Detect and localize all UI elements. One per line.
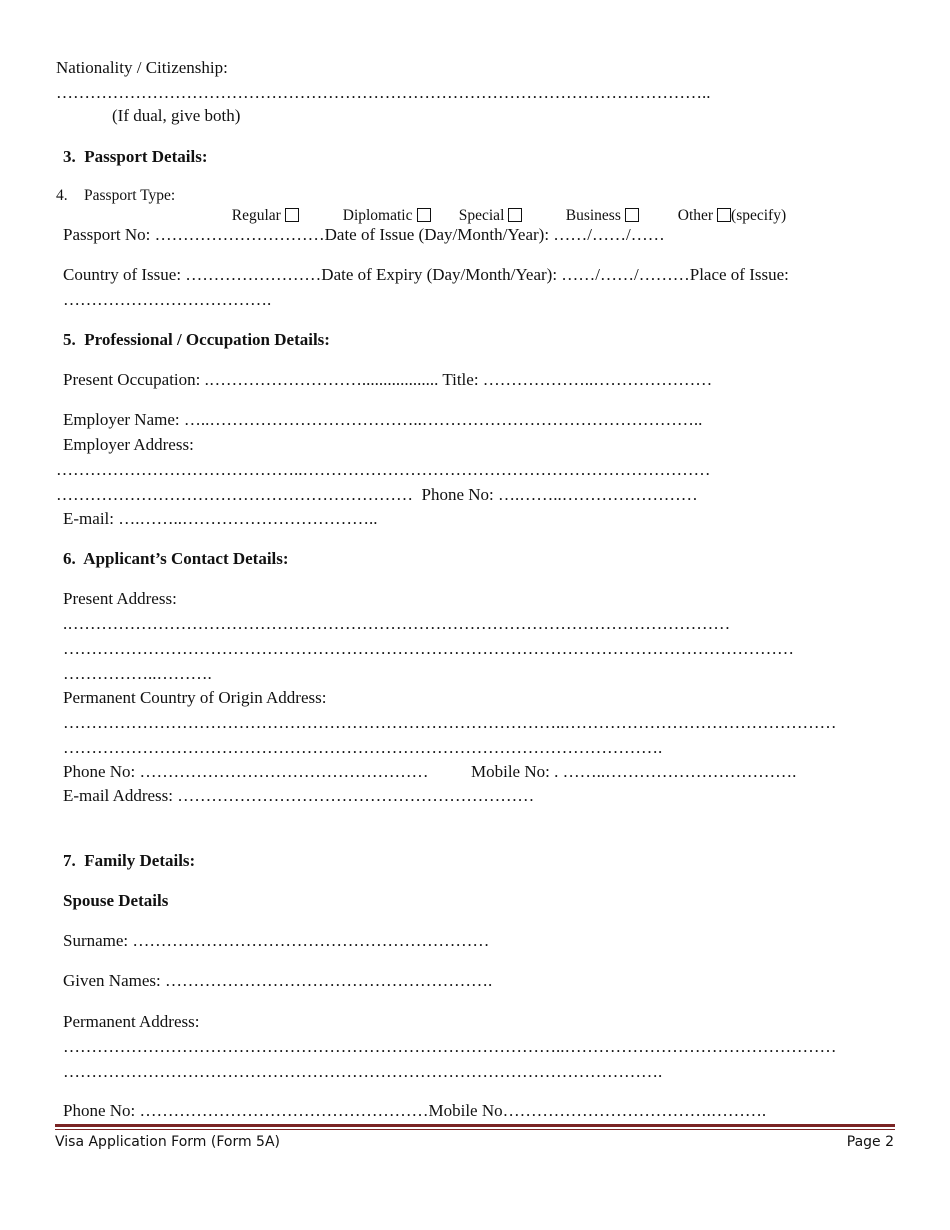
contact-section-heading: 6. Applicant’s Contact Details: bbox=[63, 549, 289, 568]
permanent-address-field-2[interactable]: ……………………………………………………………………………………………. bbox=[63, 738, 663, 757]
spouse-given-names-line[interactable]: Given Names: …………………………………………………. bbox=[63, 971, 493, 990]
employer-address-phone-line[interactable]: ……………………………………………………… Phone No: ….……..…………………… bbox=[56, 485, 698, 504]
passport-type-other[interactable] bbox=[670, 186, 786, 226]
diplomatic-label: Diplomatic bbox=[342, 207, 413, 224]
footer-page-number: Page 2 bbox=[846, 1134, 894, 1150]
other-checkbox[interactable] bbox=[717, 208, 731, 222]
employer-address-field[interactable]: ……………………………………..……………………………………………………………… bbox=[56, 460, 711, 479]
passport-section-heading: 3. Passport Details: bbox=[63, 147, 208, 166]
professional-section-heading: 5. Professional / Occupation Details: bbox=[63, 330, 330, 349]
footer-form-title: Visa Application Form (Form 5A) bbox=[55, 1134, 280, 1150]
passport-type-diplomatic[interactable] bbox=[335, 186, 431, 226]
place-of-issue-field[interactable]: ………………………………. bbox=[63, 290, 272, 309]
business-label: Business bbox=[565, 207, 621, 224]
employer-email-line[interactable]: E-mail: ….……..…………………………….. bbox=[63, 509, 378, 528]
passport-type-number: 4. bbox=[56, 187, 68, 204]
diplomatic-checkbox[interactable] bbox=[417, 208, 431, 222]
employer-address-label: Employer Address: bbox=[63, 435, 194, 454]
passport-type-label: Passport Type: bbox=[84, 187, 176, 204]
passport-number-line[interactable]: Passport No: …………………………Date of Issue (Day/Month/Year): ……/……/…… bbox=[63, 225, 665, 244]
passport-type-regular[interactable] bbox=[224, 186, 299, 226]
footer-rule-thin bbox=[55, 1129, 895, 1130]
spouse-address-field-1[interactable]: ……………………………………………………………………………..………………………………………… bbox=[63, 1037, 837, 1056]
spouse-address-label: Permanent Address: bbox=[63, 1012, 200, 1031]
spouse-phone-line[interactable]: Phone No: ……………………………………………Mobile No……………………………….………. bbox=[63, 1101, 767, 1120]
permanent-address-label: Permanent Country of Origin Address: bbox=[63, 688, 327, 707]
present-address-field-2[interactable]: ………………………………………………………………………………………………………………… bbox=[63, 639, 794, 658]
nationality-field[interactable]: …………………………………………………………………………………………………….. bbox=[56, 83, 711, 102]
present-address-field-3[interactable]: ……………..………. bbox=[63, 664, 212, 683]
special-checkbox[interactable] bbox=[508, 208, 522, 222]
contact-phone-line[interactable]: Phone No: …………………………………………… Mobile No: . ……..……………………………. bbox=[63, 762, 797, 781]
specify-label: (specify) bbox=[731, 207, 787, 224]
other-label: Other bbox=[677, 207, 714, 224]
special-label: Special bbox=[458, 207, 505, 224]
nationality-note: (If dual, give both) bbox=[112, 106, 241, 125]
passport-type-business[interactable] bbox=[558, 186, 639, 226]
permanent-address-field-1[interactable]: ……………………………………………………………………………..………………………………………… bbox=[63, 713, 837, 732]
footer-rule-thick bbox=[55, 1124, 895, 1127]
nationality-label: Nationality / Citizenship: bbox=[56, 58, 228, 77]
contact-email-line[interactable]: E-mail Address: ……………………………………………………… bbox=[63, 786, 535, 805]
passport-type-special[interactable] bbox=[451, 186, 522, 226]
country-of-issue-line[interactable]: Country of Issue: ……………………Date of Expiry (Day/Month/Year): ……/……/………Place of Issue: bbox=[63, 265, 789, 284]
business-checkbox[interactable] bbox=[625, 208, 639, 222]
present-address-label: Present Address: bbox=[63, 589, 177, 608]
employer-name-line[interactable]: Employer Name: …..………………………………..………………………………………….. bbox=[63, 410, 703, 429]
spouse-heading: Spouse Details bbox=[63, 891, 169, 910]
present-address-field-1[interactable]: .……………………………………………………………………………………………………… bbox=[63, 614, 731, 633]
family-section-heading: 7. Family Details: bbox=[63, 851, 196, 870]
occupation-line[interactable]: Present Occupation: .……………………….................. Title: ………………..………………… bbox=[63, 370, 713, 389]
regular-checkbox[interactable] bbox=[285, 208, 299, 222]
regular-label: Regular bbox=[231, 207, 281, 224]
spouse-address-field-2[interactable]: ……………………………………………………………………………………………. bbox=[63, 1062, 663, 1081]
spouse-surname-line[interactable]: Surname: ……………………………………………………… bbox=[63, 931, 490, 950]
